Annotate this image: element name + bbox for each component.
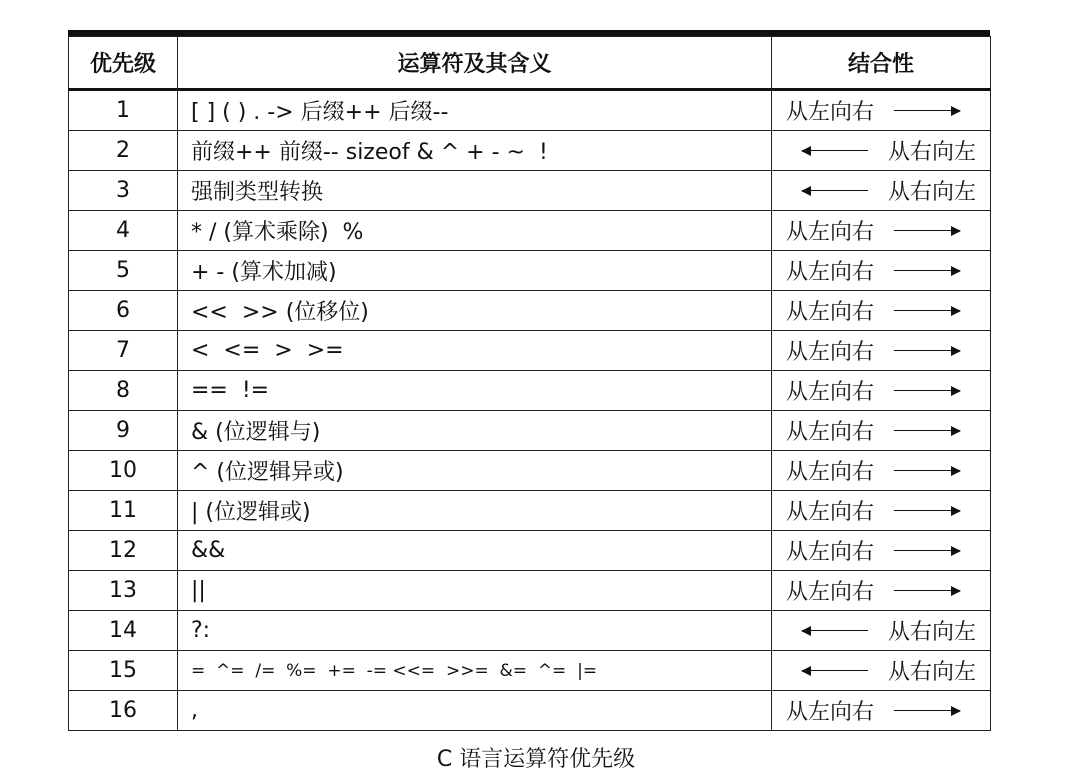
arrow-right-icon — [894, 464, 960, 478]
associativity-content — [772, 175, 990, 206]
operators-cell: && — [178, 531, 772, 571]
arrow-right-icon — [894, 704, 960, 718]
table-row — [69, 651, 991, 691]
operators-cell: < <= > >= — [178, 331, 772, 371]
table-row — [69, 491, 991, 531]
arrow-right-icon — [894, 304, 960, 318]
associativity-content — [772, 95, 990, 126]
associativity-cell — [772, 331, 991, 371]
associativity-content — [772, 295, 990, 326]
priority-cell: 3 — [69, 171, 178, 211]
associativity-content — [772, 535, 990, 566]
associativity-cell — [772, 131, 991, 171]
header-priority: 优先级 — [69, 37, 178, 90]
precedence-table-container — [68, 30, 990, 731]
priority-cell: 7 — [69, 331, 178, 371]
associativity-cell — [772, 651, 991, 691]
associativity-content — [772, 255, 990, 286]
associativity-cell — [772, 171, 991, 211]
associativity-label: 从左向右 — [786, 300, 875, 325]
table-row — [69, 171, 991, 211]
table-row — [69, 291, 991, 331]
table-row — [69, 371, 991, 411]
operators-cell: 前缀++ 前缀-- sizeof & ^ + - ~ ! — [178, 131, 772, 171]
associativity-content — [772, 415, 990, 446]
operators-cell: ?: — [178, 611, 772, 651]
associativity-cell — [772, 571, 991, 611]
priority-cell: 16 — [69, 691, 178, 731]
associativity-label: 从左向右 — [786, 700, 875, 725]
associativity-label: 从右向左 — [887, 660, 976, 685]
associativity-label: 从左向右 — [786, 580, 875, 605]
operators-cell: , — [178, 691, 772, 731]
priority-cell: 12 — [69, 531, 178, 571]
priority-cell: 15 — [69, 651, 178, 691]
table-row — [69, 691, 991, 731]
precedence-table — [68, 36, 991, 731]
table-row — [69, 211, 991, 251]
associativity-cell — [772, 451, 991, 491]
arrow-left-icon — [802, 664, 868, 678]
associativity-content — [772, 215, 990, 246]
arrow-right-icon — [894, 384, 960, 398]
associativity-content — [772, 495, 990, 526]
operators-cell: == != — [178, 371, 772, 411]
associativity-cell — [772, 611, 991, 651]
operators-cell: * / (算术乘除) % — [178, 211, 772, 251]
operators-cell: | (位逻辑或) — [178, 491, 772, 531]
operators-cell: & (位逻辑与) — [178, 411, 772, 451]
arrow-left-icon — [802, 184, 868, 198]
table-row — [69, 531, 991, 571]
table-row — [69, 451, 991, 491]
table-row — [69, 571, 991, 611]
associativity-label: 从右向左 — [887, 180, 976, 205]
associativity-label: 从左向右 — [786, 380, 875, 405]
associativity-cell — [772, 251, 991, 291]
arrow-left-icon — [802, 144, 868, 158]
priority-cell: 5 — [69, 251, 178, 291]
table-caption: C 语言运算符优先级 — [436, 747, 636, 772]
associativity-content — [772, 135, 990, 166]
arrow-left-icon — [802, 624, 868, 638]
arrow-right-icon — [894, 584, 960, 598]
associativity-cell — [772, 371, 991, 411]
associativity-content — [772, 455, 990, 486]
priority-cell: 14 — [69, 611, 178, 651]
priority-cell: 1 — [69, 90, 178, 131]
associativity-label: 从右向左 — [887, 620, 976, 645]
table-body — [69, 90, 991, 731]
operators-cell: || — [178, 571, 772, 611]
table-row — [69, 411, 991, 451]
associativity-cell — [772, 691, 991, 731]
header-operators: 运算符及其含义 — [178, 37, 772, 90]
priority-cell: 8 — [69, 371, 178, 411]
table-row — [69, 331, 991, 371]
arrow-right-icon — [894, 344, 960, 358]
associativity-cell — [772, 90, 991, 131]
associativity-content — [772, 575, 990, 606]
arrow-right-icon — [894, 224, 960, 238]
priority-cell: 10 — [69, 451, 178, 491]
associativity-cell — [772, 491, 991, 531]
associativity-content — [772, 615, 990, 646]
associativity-label: 从右向左 — [887, 140, 976, 165]
associativity-label: 从左向右 — [786, 500, 875, 525]
associativity-content — [772, 335, 990, 366]
operators-cell: = ^= /= %= += -= <<= >>= &= ^= |= — [178, 651, 772, 691]
associativity-label: 从左向右 — [786, 340, 875, 365]
associativity-label: 从左向右 — [786, 100, 875, 125]
associativity-cell — [772, 291, 991, 331]
table-header-row — [69, 37, 991, 90]
arrow-right-icon — [894, 264, 960, 278]
priority-cell: 2 — [69, 131, 178, 171]
associativity-label: 从左向右 — [786, 540, 875, 565]
associativity-cell — [772, 411, 991, 451]
arrow-right-icon — [894, 424, 960, 438]
priority-cell: 6 — [69, 291, 178, 331]
header-associativity: 结合性 — [772, 37, 991, 90]
associativity-label: 从左向右 — [786, 220, 875, 245]
priority-cell: 9 — [69, 411, 178, 451]
associativity-content — [772, 655, 990, 686]
operators-cell: ^ (位逻辑异或) — [178, 451, 772, 491]
arrow-right-icon — [894, 504, 960, 518]
associativity-content — [772, 375, 990, 406]
arrow-right-icon — [894, 104, 960, 118]
associativity-cell — [772, 211, 991, 251]
associativity-label: 从左向右 — [786, 420, 875, 445]
associativity-label: 从左向右 — [786, 460, 875, 485]
priority-cell: 11 — [69, 491, 178, 531]
priority-cell: 13 — [69, 571, 178, 611]
priority-cell: 4 — [69, 211, 178, 251]
operators-cell: [ ] ( ) . -> 后缀++ 后缀-- — [178, 90, 772, 131]
operators-cell: 强制类型转换 — [178, 171, 772, 211]
table-row — [69, 90, 991, 131]
table-row — [69, 251, 991, 291]
table-row — [69, 131, 991, 171]
operators-cell: << >> (位移位) — [178, 291, 772, 331]
associativity-label: 从左向右 — [786, 260, 875, 285]
operators-cell: + - (算术加减) — [178, 251, 772, 291]
arrow-right-icon — [894, 544, 960, 558]
associativity-content — [772, 695, 990, 726]
table-row — [69, 611, 991, 651]
associativity-cell — [772, 531, 991, 571]
